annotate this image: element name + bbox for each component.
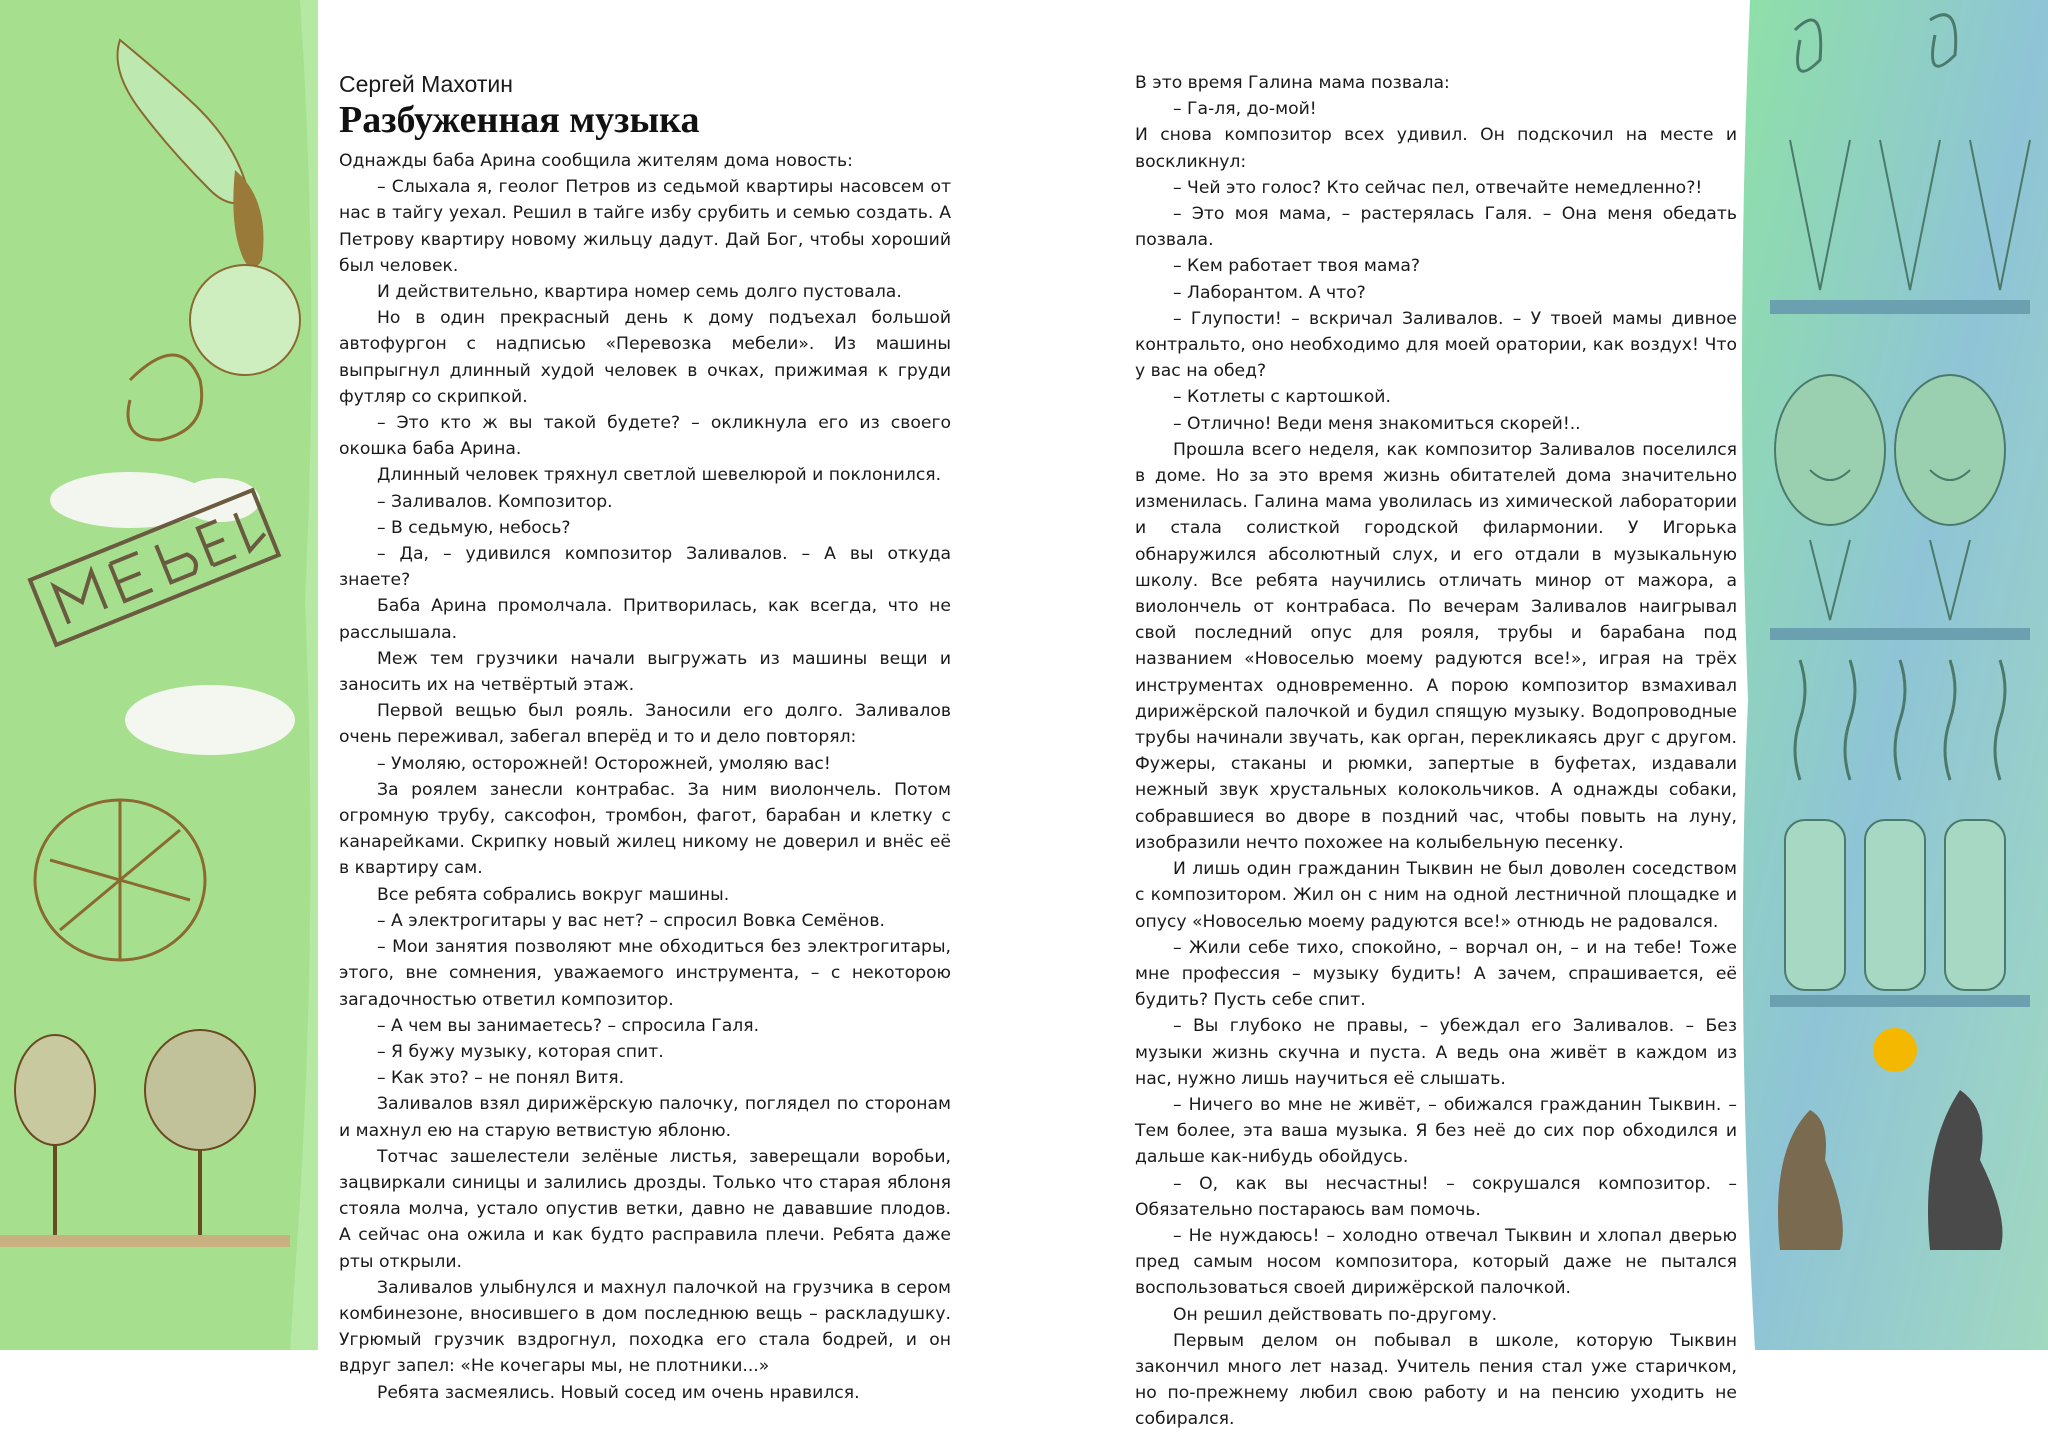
paragraph: И лишь один гражданин Тыквин не был доволен соседством с композитором. Жил он с ним на одной лестничной площадке и опусу «Новоселью моему радуются все!» отнюдь не радовался. bbox=[1135, 859, 1737, 932]
article-author: Сергей Махотин bbox=[339, 71, 513, 97]
right-illustration-art bbox=[1730, 0, 2048, 1350]
paragraph: Длинный человек тряхнул светлой шевелюрой и поклонился. bbox=[377, 465, 942, 486]
paragraph: – Заливалов. Композитор. bbox=[377, 491, 613, 512]
paragraph: – Лаборантом. А что? bbox=[1173, 282, 1366, 303]
tree-icon bbox=[145, 1030, 255, 1150]
paragraph: – Котлеты с картошкой. bbox=[1173, 387, 1391, 408]
paragraph: – Это кто ж вы такой будете? – окликнула его из своего окошка баба Арина. bbox=[339, 413, 951, 460]
left-text-column bbox=[339, 70, 951, 1406]
paragraph: И действительно, квартира номер семь долго пустовала. bbox=[377, 282, 902, 303]
paragraph: – Да, – удивился композитор Заливалов. – А вы откуда знаете? bbox=[339, 544, 951, 591]
paragraph: Первым делом он побывал в школе, которую Тыквин закончил много лет назад. Учитель пения стал уже старичком, но по-прежнему любил свою работу и на пенсию уходить не собирался. bbox=[1135, 1330, 1737, 1430]
paragraph: Баба Арина промолчала. Притворилась, как всегда, что не расслышала. bbox=[339, 596, 951, 643]
paragraph: – Ничего во мне не живёт, – обижался гражданин Тыквин. – Тем более, эта ваша музыка. Я без неё до сих пор обходился и дальше как-нибудь обойдусь. bbox=[1135, 1094, 1737, 1168]
left-illustration-art bbox=[0, 0, 318, 1350]
paragraph: – Чей это голос? Кто сейчас пел, отвечайте немедленно?! bbox=[1173, 177, 1703, 198]
paragraph: И снова композитор всех удивил. Он подскочил на месте и воскликнул: bbox=[1135, 125, 1737, 172]
paragraph: – Я бужу музыку, которая спит. bbox=[377, 1041, 664, 1062]
paragraph: – Это моя мама, – растерялась Галя. – Она меня обедать позвала. bbox=[1135, 204, 1737, 251]
paragraph: Прошла всего неделя, как композитор Заливалов поселился в доме. Но за это время жизнь обитателей дома значительно изменилась. Галина мама уволилась из химической лаборатории и стала солисткой городской филармонии. У Игорька обнаружился абсолютный слух, и его отдали в музыкальную школу. Все ребята научились отличать минор от мажора, а виолончель от контрабаса. По вечерам Заливалов наигрывал свой последний опус для рояля, трубы и барабана под названием «Новоселью моему радуются все!», играя на трёх инструментах одновременно. А порою композитор взмахивал дирижёрской палочкой и будил спящую музыку. Водопроводные трубы начинали звучать, как орган, перекликаясь друг с другом. Фужеры, стаканы и рюмки, запертые в буфетах, издавали нежный звук хрустальных колокольчиков. А однажды собаки, собравшиеся во дворе в поздний час, чтобы повыть на луну, изобразили нечто похожее на колыбельную песенку. bbox=[1135, 439, 1737, 853]
paragraph: – Кем работает твоя мама? bbox=[1173, 256, 1420, 277]
paragraph: Первой вещью был рояль. Заносили его долго. Заливалов очень переживал, забегал вперёд и то и дело повторял: bbox=[339, 701, 951, 748]
paragraph: Он решил действовать по-другому. bbox=[1173, 1304, 1498, 1325]
paragraph: – Глупости! – вскричал Заливалов. – У твоей мамы дивное контральто, оно необходимо для моей оратории, как воздух! Что у вас на обед? bbox=[1135, 308, 1737, 382]
paragraph: – Слыхала я, геолог Петров из седьмой квартиры насовсем от нас в тайгу уехал. Решил в тайге избу срубить и семью создать. А Петрову квартиру новому жильцу дадут. Дай Бог, чтобы хороший был человек. bbox=[339, 177, 951, 276]
paragraph: – Не нуждаюсь! – холодно отвечал Тыквин и хлопал дверью пред самым носом композитора, который даже не пытался воспользоваться своей дирижёрской палочкой. bbox=[1135, 1225, 1737, 1299]
paragraph: Ребята засмеялись. Новый сосед им очень нравился. bbox=[377, 1382, 860, 1403]
paragraph: – Как это? – не понял Витя. bbox=[377, 1068, 625, 1089]
paragraph: – А чем вы занимаетесь? – спросила Галя. bbox=[377, 1015, 760, 1036]
paragraph: – Отлично! Веди меня знакомиться скорей!.. bbox=[1173, 413, 1581, 434]
paragraph: – Вы глубоко не правы, – убеждал его Заливалов. – Без музыки жизнь скучна и пуста. А ведь она живёт в каждом из нас, нужно лишь научиться её слышать. bbox=[1135, 1016, 1737, 1089]
face-icon bbox=[1775, 375, 1885, 525]
paragraph: – В седьмую, небось? bbox=[377, 517, 571, 538]
left-illustration bbox=[0, 0, 318, 1350]
paragraph: – А электрогитары у вас нет? – спросил Вовка Семёнов. bbox=[377, 910, 885, 931]
paragraph: В это время Галина мама позвала: bbox=[1135, 73, 1450, 93]
paragraph: Но в один прекрасный день к дому подъехал большой автофургон с надписью «Перевозка мебели». Из машины выпрыгнул длинный худой человек в очках, прижимая к груди футляр со скрипкой. bbox=[339, 308, 951, 407]
paragraph: Однажды баба Арина сообщила жителям дома новость: bbox=[339, 151, 853, 171]
paragraph: – О, как вы несчастны! – сокрушался композитор. – Обязательно постараюсь вам помочь. bbox=[1135, 1173, 1737, 1220]
paragraph: Меж тем грузчики начали выгружать из машины вещи и заносить их на четвёртый этаж. bbox=[339, 648, 951, 696]
right-illustration bbox=[1730, 0, 2048, 1350]
paragraph: – Мои занятия позволяют мне обходиться без электрогитары, этого, вне сомнения, уважаемого инструмента, – с некоторою загадочностью ответил композитор. bbox=[339, 937, 951, 1010]
bottle-icon bbox=[1785, 820, 1845, 990]
right-text-column bbox=[1135, 70, 1737, 1433]
paragraph: Заливалов улыбнулся и махнул палочкой на грузчика в сером комбинезоне, вносившего в дом последнюю вещь – раскладушку. Угрюмый грузчик вздрогнул, походка его стала бодрей, и он вдруг запел: «Не кочегары мы, не плотники...» bbox=[339, 1277, 951, 1377]
face-icon bbox=[1895, 375, 2005, 525]
paragraph: – Га-ля, до-мой! bbox=[1173, 99, 1317, 120]
paragraph: – Умоляю, осторожней! Осторожней, умоляю вас! bbox=[377, 753, 831, 774]
cloud-icon bbox=[125, 685, 295, 755]
paragraph: Тотчас зашелестели зелёные листья, заверещали воробьи, зацвиркали синицы и залились дрозды. Только что старая яблоня стояла молча, устало опустив ветки, давно не дававшие плодов. А сейчас она ожила и как будто расправила плечи. Ребята даже рты открыли. bbox=[339, 1146, 951, 1272]
moon-icon bbox=[1873, 1028, 1917, 1072]
paragraph: За роялем занесли контрабас. За ним виолончель. Потом огромную трубу, саксофон, тромбон, фагот, барабан и клетку с канарейками. Скрипку новый жилец никому не доверил и внёс её в квартиру сам. bbox=[339, 779, 951, 879]
bottle-icon bbox=[1865, 820, 1925, 990]
paragraph: – Жили себе тихо, спокойно, – ворчал он, – и на тебе! Тоже мне профессия – музыку будить! А зачем, спрашивается, её будить? Пусть себе спит. bbox=[1135, 937, 1737, 1011]
bottle-icon bbox=[1945, 820, 2005, 990]
tree-icon bbox=[15, 1035, 95, 1145]
article-title: Разбуженная музыка bbox=[339, 99, 700, 141]
paragraph: Заливалов взял дирижёрскую палочку, поглядел по сторонам и махнул ею на старую ветвистую яблоню. bbox=[339, 1094, 951, 1141]
paragraph: Все ребята собрались вокруг машины. bbox=[377, 884, 730, 905]
